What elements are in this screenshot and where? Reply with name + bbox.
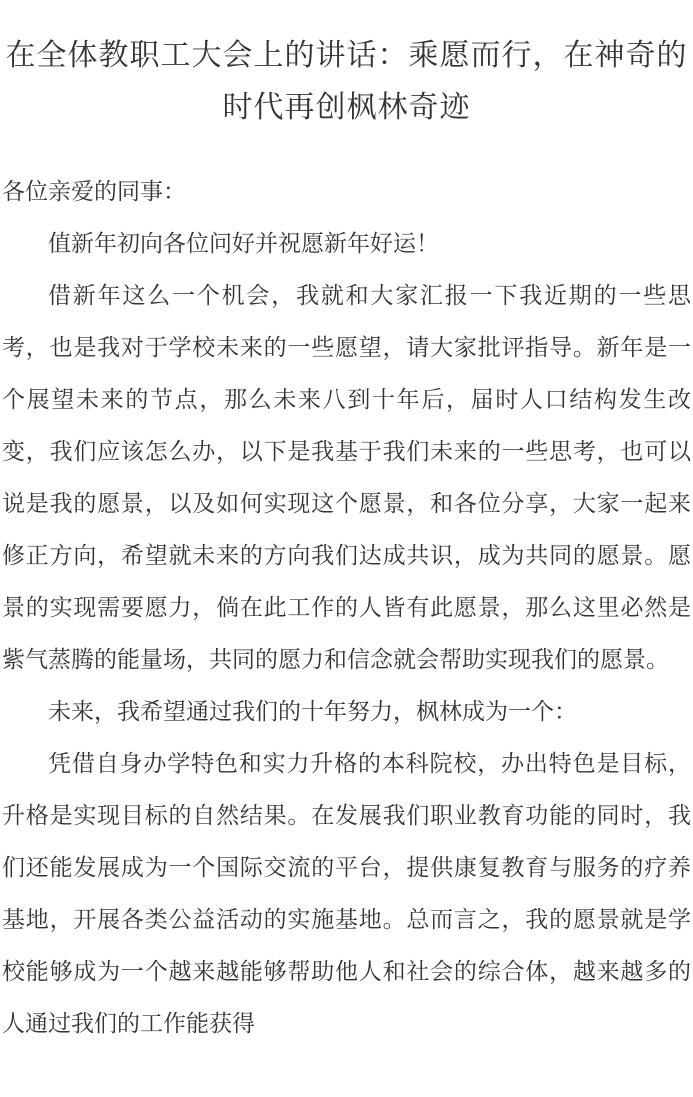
paragraph-future-goal: 未来，我希望通过我们的十年努力，枫林成为一个：: [48, 699, 577, 725]
greeting: 各位亲爱的同事：: [2, 179, 186, 205]
paragraph-vision-detail: 凭借自身办学特色和实力升格的本科院校，办出特色是目标，升格是实现目标的自然结果。在发展我们职业教育功能的同时，我们还能发展成为一个国际交流的平台，提供康复教育与服务的疗养基地，开展各类公益活动的实施基地。总而言之，我的愿景就是学校能够成为一个越来越能够帮助他人和社会的综合体，越来越多的人通过我们的工作能获得: [2, 751, 691, 1037]
article-title: 在全体教职工大会上的讲话：乘愿而行，在神奇的时代再创枫林奇迹: [5, 38, 688, 125]
paragraph-vision-intro: 借新年这么一个机会，我就和大家汇报一下我近期的一些思考，也是我对于学校未来的一些愿望，请大家批评指导。新年是一个展望未来的节点，那么未来八到十年后，届时人口结构发生改变，我们应该怎么办，以下是我基于我们未来的一些思考，也可以说是我的愿景，以及如何实现这个愿景，和各位分享，大家一起来修正方向，希望就未来的方向我们达成共识，成为共同的愿景。愿景的实现需要愿力，倘在此工作的人皆有此愿景，那么这里必然是紫气蒸腾的能量场，共同的愿力和信念就会帮助实现我们的愿景。: [2, 283, 691, 673]
paragraph-new-year-wish: 值新年初向各位问好并祝愿新年好运！: [48, 231, 439, 257]
article-body: [0, 166, 693, 1050]
